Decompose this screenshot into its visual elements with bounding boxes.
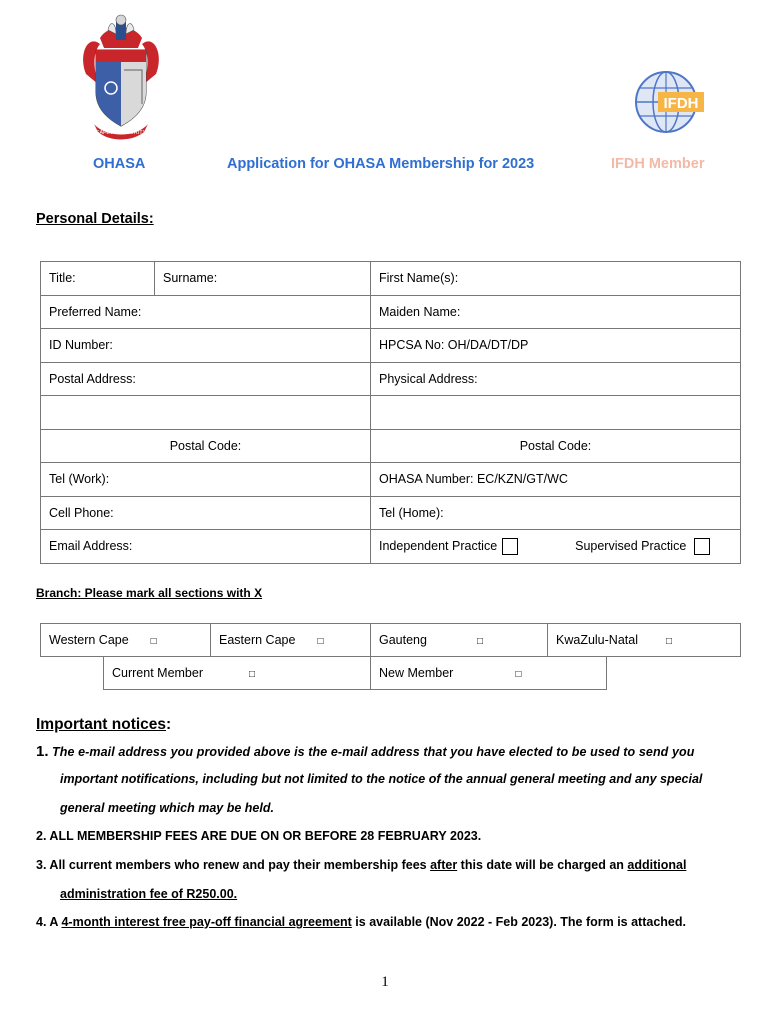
branch-heading: Branch: Please mark all sections with X bbox=[36, 586, 263, 600]
notices-heading-text: Important notices bbox=[36, 716, 167, 733]
maiden-name-field[interactable] bbox=[371, 295, 741, 329]
supervised-practice-checkbox[interactable] bbox=[694, 538, 710, 555]
notice-4-agreement-link[interactable]: 4-month interest free pay-off financial agreement bbox=[61, 915, 352, 929]
id-number-field[interactable] bbox=[41, 329, 371, 363]
cell-phone-label: Cell Phone: bbox=[49, 505, 114, 520]
current-member-field[interactable] bbox=[104, 657, 371, 690]
supervised-practice-label: Supervised Practice bbox=[575, 538, 687, 553]
western-cape-checkbox[interactable]: □ bbox=[150, 636, 157, 647]
personal-details-table bbox=[40, 261, 741, 564]
eastern-cape-checkbox[interactable]: □ bbox=[317, 636, 324, 647]
new-member-checkbox[interactable]: □ bbox=[515, 669, 522, 680]
branch-table bbox=[40, 623, 741, 657]
ohasa-number-label: OHASA Number: EC/KZN/GT/WC bbox=[379, 472, 568, 487]
personal-details-heading: Personal Details: bbox=[36, 211, 154, 227]
surname-label: Surname: bbox=[163, 271, 218, 286]
independent-practice-label: Independent Practice bbox=[379, 538, 498, 553]
tel-work-field[interactable] bbox=[41, 463, 371, 497]
notice-4-text-b: is available (Nov 2022 - Feb 2023). The form is attached. bbox=[351, 915, 686, 929]
current-member-label: Current Member bbox=[112, 666, 203, 680]
branch-gauteng[interactable] bbox=[371, 624, 548, 657]
table-row bbox=[41, 463, 741, 497]
western-cape-label: Western Cape bbox=[49, 633, 129, 647]
branch-western-cape[interactable] bbox=[41, 624, 211, 657]
ifdh-member-label: IFDH Member bbox=[611, 156, 705, 172]
notice-1-line-2: important notifications, including but not limited to the notice of the annual general meeting and any special bbox=[60, 772, 703, 786]
table-row bbox=[41, 530, 741, 564]
hpcsa-label: HPCSA No: OH/DA/DT/DP bbox=[379, 338, 529, 353]
table-row bbox=[41, 496, 741, 530]
physical-address-line-2[interactable] bbox=[371, 396, 741, 430]
maiden-name-label: Maiden Name: bbox=[379, 304, 461, 319]
branch-eastern-cape[interactable] bbox=[211, 624, 371, 657]
postal-address-field[interactable] bbox=[41, 362, 371, 396]
table-row bbox=[41, 396, 741, 430]
id-number-label: ID Number: bbox=[49, 338, 113, 353]
title-field[interactable] bbox=[41, 262, 155, 296]
table-row bbox=[41, 429, 741, 463]
postal-code-left-label: Postal Code: bbox=[169, 438, 242, 453]
postal-address-line-2[interactable] bbox=[41, 396, 371, 430]
new-member-field[interactable] bbox=[371, 657, 607, 690]
independent-practice-checkbox[interactable] bbox=[502, 538, 518, 555]
physical-address-field[interactable] bbox=[371, 362, 741, 396]
notice-1-number: 1. bbox=[36, 743, 49, 760]
table-row bbox=[41, 329, 741, 363]
notice-1-text-1: The e-mail address you provided above is the e-mail address that you have elected to be used to send you bbox=[52, 745, 695, 759]
notice-1-line-1 bbox=[36, 743, 695, 760]
tel-home-label: Tel (Home): bbox=[379, 505, 444, 520]
gauteng-label: Gauteng bbox=[379, 633, 427, 647]
preferred-name-label: Preferred Name: bbox=[49, 304, 142, 319]
eastern-cape-label: Eastern Cape bbox=[219, 633, 296, 647]
notices-heading-colon: : bbox=[166, 716, 172, 733]
email-label: Email Address: bbox=[49, 539, 133, 554]
crest-motto: SAFETY SECURITY bbox=[95, 130, 147, 136]
new-member-label: New Member bbox=[379, 666, 454, 680]
ohasa-label: OHASA bbox=[93, 156, 146, 172]
table-row bbox=[41, 624, 741, 657]
notice-2: 2. ALL MEMBERSHIP FEES ARE DUE ON OR BEFORE 28 FEBRUARY 2023. bbox=[36, 829, 482, 843]
notice-3-text-b: this date will be charged an bbox=[457, 858, 628, 872]
ifdh-globe-logo bbox=[628, 68, 710, 140]
kwazulu-natal-checkbox[interactable]: □ bbox=[665, 636, 673, 647]
table-row bbox=[41, 295, 741, 329]
cell-phone-field[interactable] bbox=[41, 496, 371, 530]
notice-3-line-2: administration fee of R250.00. bbox=[60, 887, 238, 901]
preferred-name-field[interactable] bbox=[41, 295, 371, 329]
form-title: Application for OHASA Membership for 2023 bbox=[227, 156, 535, 172]
first-names-field[interactable] bbox=[371, 262, 741, 296]
practice-type-cell bbox=[371, 530, 741, 564]
page-number: 1 bbox=[381, 974, 389, 990]
postal-address-label: Postal Address: bbox=[49, 371, 136, 386]
gauteng-checkbox[interactable]: □ bbox=[476, 636, 484, 647]
physical-address-label: Physical Address: bbox=[379, 371, 478, 386]
table-row bbox=[104, 657, 607, 690]
table-row bbox=[41, 362, 741, 396]
notice-4 bbox=[36, 915, 686, 929]
postal-code-right-field[interactable] bbox=[371, 429, 741, 463]
first-names-label: First Name(s): bbox=[379, 271, 459, 286]
branch-kwazulu-natal[interactable] bbox=[548, 624, 741, 657]
ifdh-logo-text: IFDH bbox=[663, 95, 699, 112]
notice-3-text-a: 3. All current members who renew and pay their membership fees bbox=[36, 858, 431, 872]
notice-3-line-1 bbox=[36, 858, 686, 872]
postal-code-left-field[interactable] bbox=[41, 429, 371, 463]
table-row bbox=[41, 262, 741, 296]
notice-3-additional: additional bbox=[627, 858, 687, 872]
notice-1-line-3: general meeting which may be held. bbox=[60, 801, 274, 815]
ohasa-number-field[interactable] bbox=[371, 463, 741, 497]
tel-work-label: Tel (Work): bbox=[49, 472, 110, 487]
notice-4-text-a: 4. A bbox=[36, 915, 62, 929]
email-field[interactable] bbox=[41, 530, 371, 564]
kwazulu-natal-label: KwaZulu-Natal bbox=[556, 633, 638, 647]
title-label: Title: bbox=[49, 271, 76, 286]
ohasa-crest-logo bbox=[78, 14, 164, 142]
notice-3-after: after bbox=[430, 858, 458, 872]
hpcsa-field[interactable] bbox=[371, 329, 741, 363]
surname-field[interactable] bbox=[155, 262, 371, 296]
membership-type-table bbox=[103, 656, 607, 690]
postal-code-right-label: Postal Code: bbox=[519, 438, 592, 453]
tel-home-field[interactable] bbox=[371, 496, 741, 530]
important-notices-heading bbox=[36, 716, 171, 734]
current-member-checkbox[interactable]: □ bbox=[249, 669, 256, 680]
